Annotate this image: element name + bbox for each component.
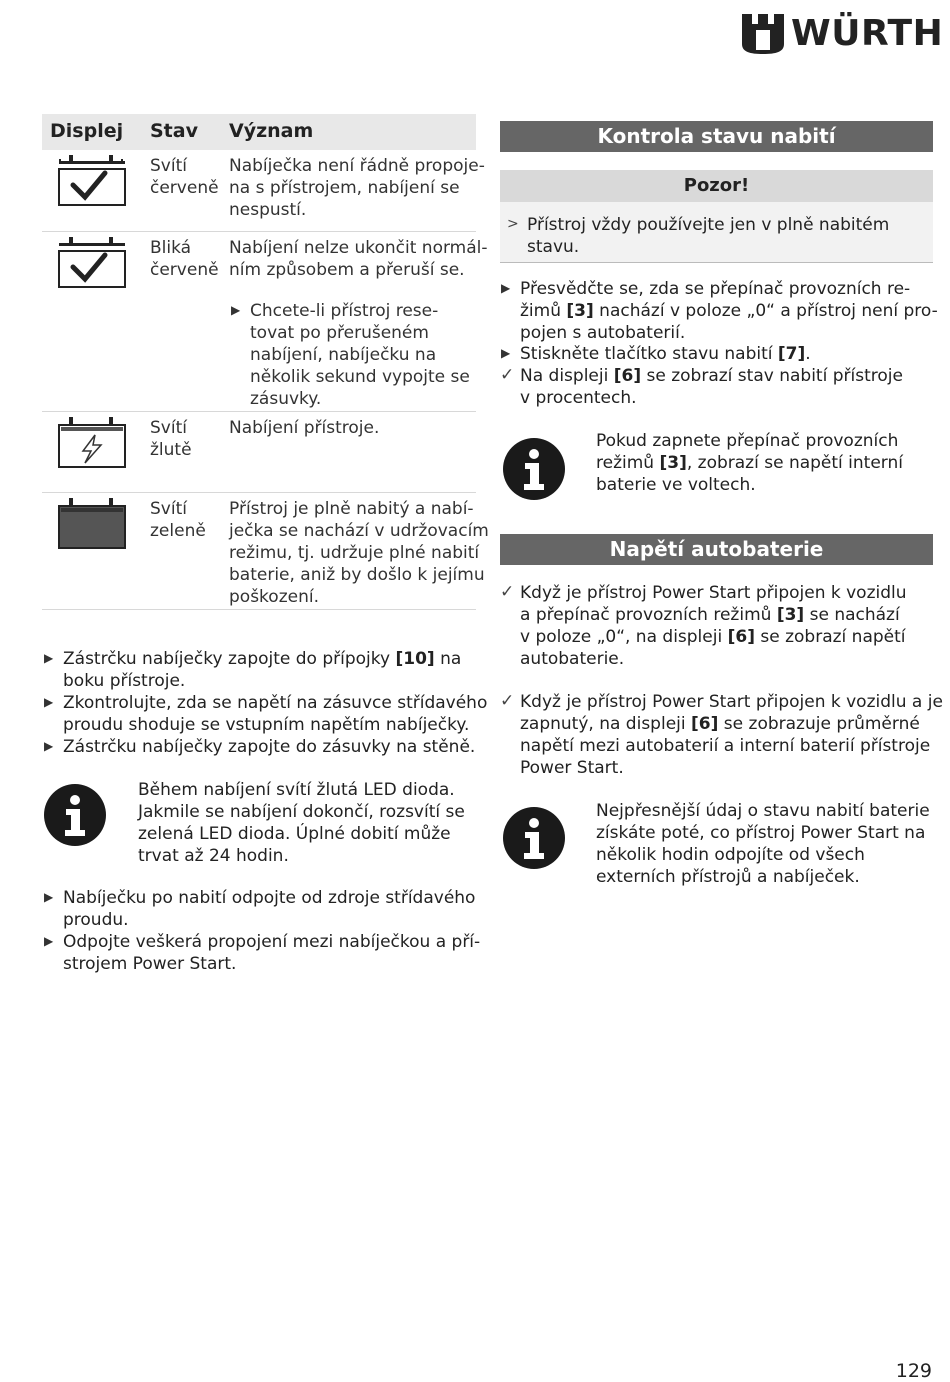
table-header	[42, 114, 476, 150]
battery-full-icon	[57, 498, 127, 554]
row4-meaning: Přístroj je plně nabitý a nabí- ječka se nachází v udržovacím režimu, tj. udržuje plné nabití baterie, aniž by došlo k jejímu poškození.	[229, 499, 489, 607]
section-title-car-battery: Napětí autobaterie	[500, 534, 933, 565]
wurth-logo	[740, 12, 944, 56]
step-disconnect-all: Odpojte veškerá propojení mezi nabíječkou a pří- strojem Power Start.	[63, 932, 481, 974]
wurth-logo-mark	[740, 12, 786, 56]
step-check-voltage: Zkontrolujte, zda se napětí na zásuvce střídavého proudu shoduje se vstupním napětím nabíječky.	[63, 693, 488, 735]
arrow-bullet-icon: ▶	[501, 346, 511, 360]
charging-led-note: Během nabíjení svítí žlutá LED dioda. Jakmile se nabíjení dokončí, rozsvítí se zelená LED dioda. Úplné dobití může trvat až 24 hodin.	[138, 780, 465, 866]
page-number: 129	[895, 1360, 932, 1382]
warning-title: Pozor!	[500, 170, 933, 202]
arrow-bullet-icon: ▶	[44, 695, 54, 709]
accuracy-note: Nejpřesnější údaj o stavu nabití baterie získáte poté, co přístroj Power Start na několik hodin odpojíte od všech externích přístrojů a nabíječek.	[596, 801, 930, 887]
mode-switch-note: Pokud zapnete přepínač provozních režimů [3], zobrazí se napětí interní baterie ve voltech.	[596, 431, 903, 495]
arrow-bullet-icon: ▶	[44, 739, 54, 753]
battery-charging-icon	[57, 417, 127, 473]
warning-box	[500, 202, 933, 263]
arrow-bullet-icon: ▶	[44, 934, 54, 948]
row-divider	[42, 492, 476, 493]
info-icon	[44, 784, 106, 846]
battery-check-blinking-icon	[57, 237, 127, 293]
row2-meaning: Nabíjení nelze ukončit normál- ním způsobem a přeruší se.	[229, 238, 488, 280]
info-icon	[503, 438, 565, 500]
row3-meaning: Nabíjení přístroje.	[229, 418, 380, 438]
step-check-mode-switch: Přesvědčte se, zda se přepínač provozních re- žimů [3] nachází v poloze „0“ a přístroj není pro- pojen s autobaterií.	[520, 279, 938, 343]
arrow-bullet-icon: ▶	[44, 651, 54, 665]
arrow-bullet-icon: ▶	[231, 303, 241, 317]
brand-name: WÜRTH	[791, 13, 944, 54]
row4-state: Svítí zeleně	[150, 499, 206, 541]
checkmark-icon: ✓	[500, 582, 515, 602]
step-disconnect-ac: Nabíječku po nabití odpojte od zdroje střídavého proudu.	[63, 888, 476, 930]
battery-check-icon	[57, 155, 127, 211]
info-icon	[503, 807, 565, 869]
row-divider	[42, 609, 476, 610]
result-display-charge: Na displeji [6] se zobrazí stav nabití přístroje v procentech.	[520, 366, 903, 408]
step-connect-charger: Zástrčku nabíječky zapojte do přípojky [10] na boku přístroje.	[63, 649, 462, 691]
row1-state: Svítí červeně	[150, 156, 219, 198]
warning-text: Přístroj vždy používejte jen v plně nabitém stavu.	[527, 215, 890, 257]
header-meaning: Význam	[229, 120, 314, 142]
step-plug-in: Zástrčku nabíječky zapojte do zásuvky na stěně.	[63, 737, 476, 757]
arrow-bullet-icon: ▶	[44, 890, 54, 904]
step-press-button: Stiskněte tlačítko stavu nabití [7].	[520, 344, 811, 364]
row-divider	[42, 231, 476, 232]
row1-meaning: Nabíječka není řádně propoje- na s přístrojem, nabíjení se nespustí.	[229, 156, 485, 220]
row2-state: Bliká červeně	[150, 238, 219, 280]
section-title-charge-check: Kontrola stavu nabití	[500, 121, 933, 152]
arrow-bullet-icon: ▶	[501, 281, 511, 295]
chevron-right-icon: >	[507, 216, 519, 232]
result-car-voltage: Když je přístroj Power Start připojen k vozidlu a přepínač provozních režimů [3] se nachází v poloze „0“, na displeji [6] se zobrazí napětí autobaterie.	[520, 583, 907, 669]
row2-instruction: Chcete-li přístroj rese- tovat po přerušeném nabíjení, nabíječku na několik sekund vypojte se zásuvky.	[250, 301, 470, 409]
header-state: Stav	[150, 120, 198, 142]
checkmark-icon: ✓	[500, 691, 515, 711]
header-display: Displej	[50, 120, 124, 142]
row3-state: Svítí žlutě	[150, 418, 192, 460]
row-divider	[42, 411, 476, 412]
result-average-voltage: Když je přístroj Power Start připojen k vozidlu a je zapnutý, na displeji [6] se zobrazuje průměrné napětí mezi autobaterií a interní baterií přístroje Power Start.	[520, 692, 943, 778]
checkmark-icon: ✓	[500, 365, 515, 385]
